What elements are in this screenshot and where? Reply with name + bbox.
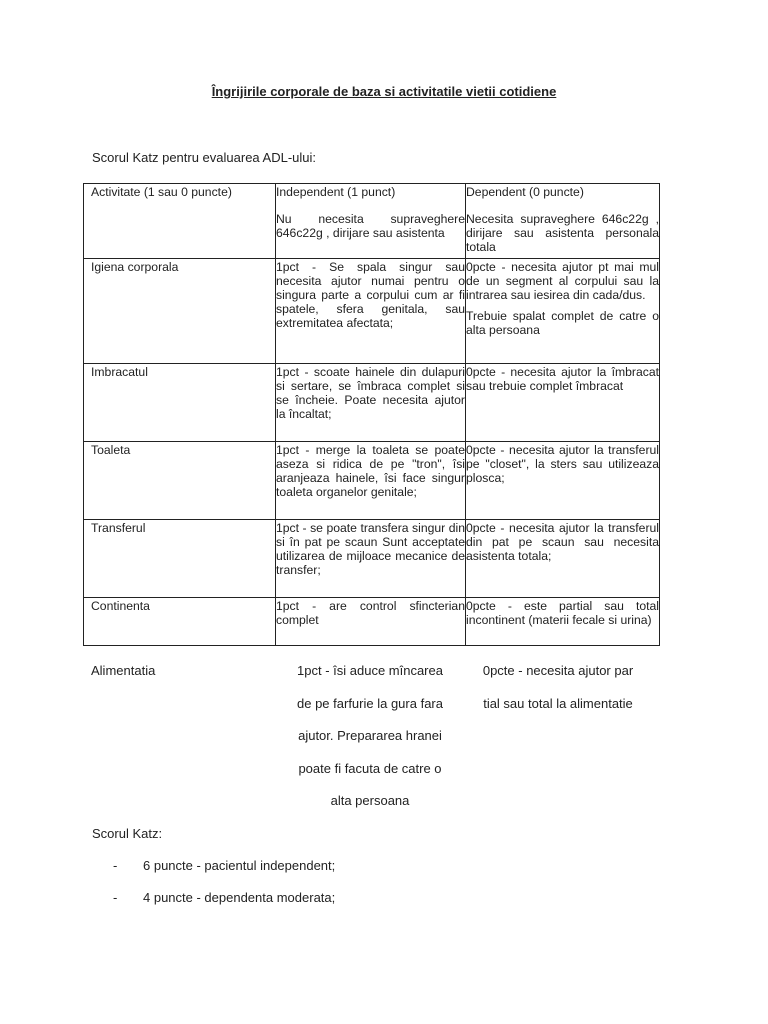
list-item-text: 6 puncte - pacientul independent;: [143, 858, 336, 873]
alimentatia-dependent-line: 0pcte - necesita ajutor par: [482, 663, 634, 678]
row-independent: 1pct - scoate hainele din dulapuri si sertare, se îmbraca complet si se încheie. Poate necesita ajutor la încaltat;: [276, 364, 466, 442]
alimentatia-independent: [270, 663, 470, 826]
alimentatia-independent-line: ajutor. Prepararea hranei: [298, 728, 442, 743]
row-activity: Continenta: [84, 598, 276, 646]
table-row: [84, 442, 660, 520]
list-item: [113, 858, 335, 890]
header-dependent: [466, 184, 660, 259]
header-activity: Activitate (1 sau 0 puncte): [84, 184, 276, 259]
row-dependent-text: 0pcte - necesita ajutor pt mai mul de un segment al corpului sau la intrarea sau iesirea din cada/dus.: [466, 260, 659, 302]
alimentatia-label: Alimentatia: [91, 663, 156, 678]
intro-text: Scorul Katz pentru evaluarea ADL-ului:: [92, 150, 317, 165]
list-item: [113, 890, 335, 922]
page-title: Îngrijirile corporale de baza si activitatile vietii cotidiene: [211, 84, 557, 99]
header-dependent-title: Dependent (0 puncte): [466, 185, 584, 199]
header-independent: [276, 184, 466, 259]
katz-table: [83, 183, 660, 646]
row-activity: Imbracatul: [84, 364, 276, 442]
row-independent: 1pct - se poate transfera singur din si în pat pe scaun Sunt acceptate utilizarea de mijloace mecanice de transfer;: [276, 520, 466, 598]
score-list: [113, 858, 335, 922]
alimentatia-independent-line: de pe farfurie la gura fara: [297, 695, 443, 711]
table-header-row: [84, 184, 660, 259]
list-item-text: 4 puncte - dependenta moderata;: [143, 890, 336, 905]
alimentatia-independent-line: poate fi facuta de catre o: [298, 760, 442, 776]
bullet-dash: -: [113, 890, 118, 905]
header-dependent-desc: Necesita supraveghere 646c22g , dirijare sau asistenta personala totala: [466, 212, 659, 254]
alimentatia-independent-line: 1pct - îsi aduce mîncarea: [297, 663, 443, 678]
table-row: [84, 364, 660, 442]
bullet-dash: -: [113, 858, 118, 873]
row-dependent: [466, 259, 660, 364]
row-activity: Toaleta: [84, 442, 276, 520]
row-activity: Transferul: [84, 520, 276, 598]
header-independent-title: Independent (1 punct): [276, 185, 396, 199]
row-activity: Igiena corporala: [84, 259, 276, 364]
score-heading: Scorul Katz:: [92, 826, 163, 841]
row-dependent: 0pcte - necesita ajutor la transferul pe "closet", la sters sau utilizeaza plosca;: [466, 442, 660, 520]
alimentatia-independent-line: alta persoana: [330, 793, 410, 808]
row-dependent-extra: Trebuie spalat complet de catre o alta persoana: [466, 309, 659, 337]
alimentatia-dependent: [470, 663, 646, 728]
row-dependent: 0pcte - necesita ajutor la transferul din pat pe scaun sau necesita asistenta totala;: [466, 520, 660, 598]
table-row: [84, 598, 660, 646]
table-row: [84, 520, 660, 598]
row-dependent: 0pcte - este partial sau total incontinent (materii fecale si urina): [466, 598, 660, 646]
row-dependent: 0pcte - necesita ajutor la îmbracat sau trebuie complet îmbracat: [466, 364, 660, 442]
row-independent: 1pct - are control sfincterian complet: [276, 598, 466, 646]
row-independent: 1pct - merge la toaleta se poate aseza si ridica de pe "tron", îsi aranjeaza hainele, îsi face singur toaleta organelor genitale;: [276, 442, 466, 520]
alimentatia-dependent-line: tial sau total la alimentatie: [483, 695, 633, 711]
row-independent: 1pct - Se spala singur sau necesita ajutor numai pentru o singura parte a corpului cum ar fi spatele, sfera genitala, sau extremitatea afectata;: [276, 259, 466, 364]
table-row: [84, 259, 660, 364]
header-independent-desc: Nu necesita supraveghere 646c22g , dirijare sau asistenta: [276, 212, 465, 240]
